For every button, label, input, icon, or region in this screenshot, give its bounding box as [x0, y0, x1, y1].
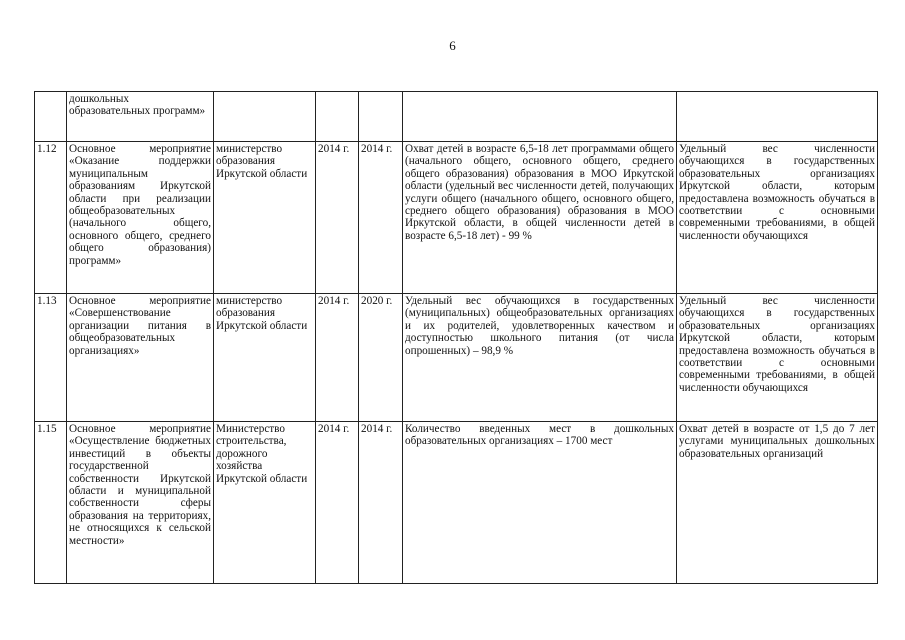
start-year-cell: 2014 г. [316, 142, 359, 294]
end-year-cell: 2014 г. [359, 422, 403, 584]
table-row [35, 142, 878, 294]
executor-cell: Министерство строительства, дорожного хозяйства Иркутской области [214, 422, 316, 584]
start-year-cell [316, 92, 359, 142]
table-row [35, 422, 878, 584]
event-cell: дошкольных образовательных программ» [67, 92, 214, 142]
indicator-cell [403, 92, 677, 142]
executor-cell: министерство образования Иркутской области [214, 142, 316, 294]
event-cell: Основное мероприятие «Совершенствование организации питания в общеобразовательных организациях» [67, 294, 214, 422]
indicator-cell: Удельный вес обучающихся в государственных (муниципальных) общеобразовательных организациях и их родителей, удовлетворенных качеством и доступностью школьного питания (от числа опрошенных) – 98,9 % [403, 294, 677, 422]
end-year-cell [359, 92, 403, 142]
indicator-cell: Охват детей в возрасте 6,5-18 лет программами общего (начального общего, основного общего, среднего общего образования) образования в МОО Иркутской области (удельный вес численности детей, получающих услуги общего (начального общего, основного общего, среднего общего образования) образования в МОО Иркутской области, в общей численности детей в возрасте 6,5-18 лет) - 99 % [403, 142, 677, 294]
indicator-cell: Количество введенных мест в дошкольных образовательных организациях – 1700 мест [403, 422, 677, 584]
program-table [34, 91, 878, 584]
row-number: 1.12 [35, 142, 67, 294]
start-year-cell: 2014 г. [316, 422, 359, 584]
row-number: 1.15 [35, 422, 67, 584]
row-number [35, 92, 67, 142]
event-cell: Основное мероприятие «Осуществление бюджетных инвестиций в объекты государственной собственности Иркутской области и муниципальной собственности сферы образования на территориях, не относящихся к сельской местности» [67, 422, 214, 584]
row-number: 1.13 [35, 294, 67, 422]
start-year-cell: 2014 г. [316, 294, 359, 422]
target-cell: Удельный вес численности обучающихся в государственных образовательных организациях Иркутской области, которым предоставлена возможность обучаться в соответствии с основными современными требованиями, в общей численности обучающихся [677, 142, 878, 294]
event-cell: Основное мероприятие «Оказание поддержки муниципальным образованиям Иркутской области при реализации общеобразовательных (начального общего, основного общего, среднего общего образования) программ» [67, 142, 214, 294]
executor-cell: министерство образования Иркутской области [214, 294, 316, 422]
target-cell [677, 92, 878, 142]
page-number: 6 [449, 38, 456, 53]
end-year-cell: 2014 г. [359, 142, 403, 294]
target-cell: Удельный вес численности обучающихся в государственных образовательных организациях Иркутской области, которым предоставлена возможность обучаться в соответствии с основными современными требованиями, в общей численности обучающихся [677, 294, 878, 422]
table-row [35, 92, 878, 142]
target-cell: Охват детей в возрасте от 1,5 до 7 лет услугами муниципальных дошкольных образовательных организаций [677, 422, 878, 584]
table-row [35, 294, 878, 422]
end-year-cell: 2020 г. [359, 294, 403, 422]
executor-cell [214, 92, 316, 142]
